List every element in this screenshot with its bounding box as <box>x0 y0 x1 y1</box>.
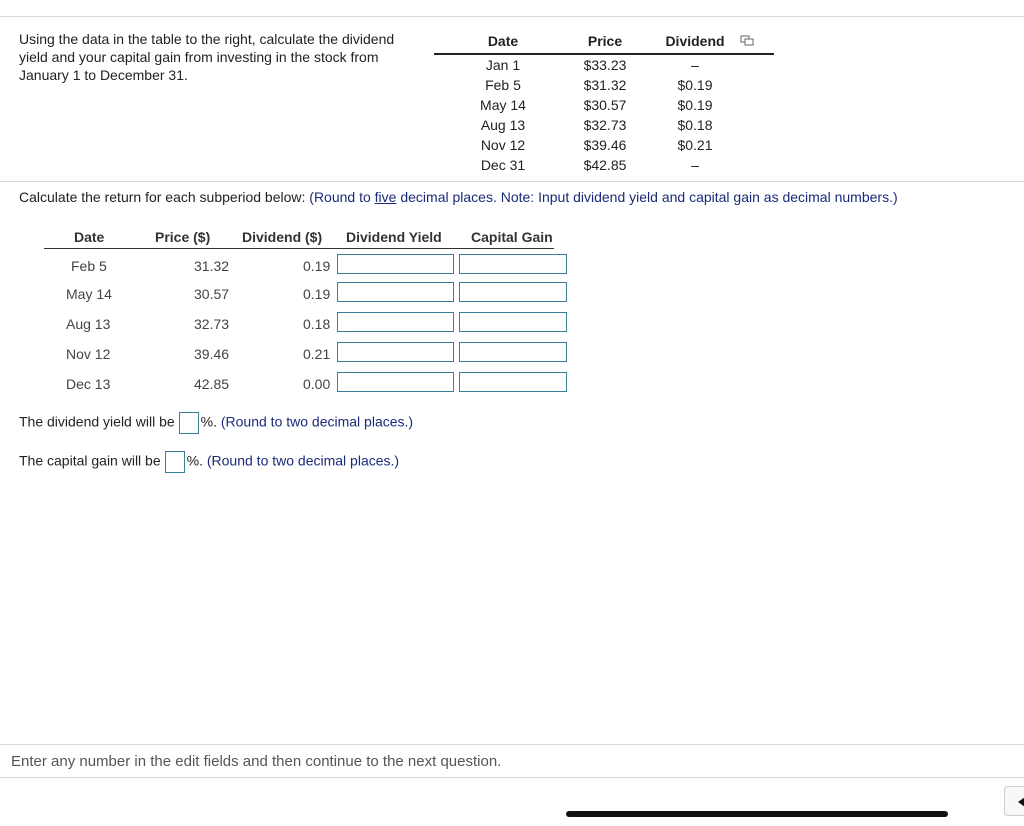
capital-gain-input[interactable] <box>459 372 567 392</box>
table-row <box>44 372 574 396</box>
header-date: Date <box>74 229 105 245</box>
stock-table-header <box>434 31 774 55</box>
header-price: Price <box>587 33 623 49</box>
row-price: 32.73 <box>194 316 230 332</box>
row-date: Dec 31 <box>480 157 526 173</box>
dividend-yield-input[interactable] <box>337 372 454 392</box>
capital-gain-answer-line <box>19 451 399 473</box>
row-price: 39.46 <box>194 346 230 362</box>
row-dividend: $0.19 <box>677 97 713 113</box>
row-dividend: $0.19 <box>677 77 713 93</box>
row-dividend: 0.00 <box>303 376 331 392</box>
capital-gain-prefix: The capital gain will be <box>19 452 161 469</box>
dividend-yield-input[interactable] <box>337 342 454 362</box>
footer-bottom-divider <box>0 777 1024 778</box>
row-date: Nov 12 <box>480 137 526 153</box>
dividend-yield-answer-line <box>19 412 413 434</box>
row-dividend: $0.21 <box>677 137 713 153</box>
table-row <box>434 55 774 75</box>
header-price: Price ($) <box>155 229 211 245</box>
table-row <box>434 135 774 155</box>
row-price: $39.46 <box>583 137 627 153</box>
dividend-yield-total-input[interactable] <box>179 412 199 434</box>
table-row <box>44 254 574 278</box>
row-date: Feb 5 <box>485 77 521 93</box>
table-row <box>434 95 774 115</box>
previous-button[interactable] <box>1004 786 1024 816</box>
row-dividend: 0.21 <box>303 346 331 362</box>
footer-instruction: Enter any number in the edit fields and then continue to the next question. <box>11 753 502 770</box>
table-row <box>44 282 574 306</box>
row-dividend: $0.18 <box>677 117 713 133</box>
row-dividend: – <box>691 157 699 173</box>
table-row <box>434 75 774 95</box>
table-row <box>434 155 774 175</box>
prompt-instr-a: (Round to <box>309 189 375 205</box>
instruction-prompt <box>19 189 898 205</box>
row-date: Dec 13 <box>66 376 111 392</box>
percent-suffix: %. <box>186 452 203 469</box>
table-row <box>44 312 574 336</box>
prompt-lead: Calculate the return for each subperiod below: <box>19 189 310 205</box>
percent-suffix: %. <box>200 413 217 430</box>
row-dividend: – <box>691 57 699 73</box>
header-dividend: Dividend ($) <box>242 229 323 245</box>
round-hint: (Round to two decimal places.) <box>220 413 414 430</box>
dividend-yield-prefix: The dividend yield will be <box>19 413 175 430</box>
prompt-instr-b: decimal places. Note: Input dividend yield and capital gain as decimal numbers.) <box>396 189 898 205</box>
row-price: $42.85 <box>583 157 627 173</box>
row-date: Jan 1 <box>485 57 521 73</box>
stock-data-table <box>434 31 774 175</box>
row-price: $30.57 <box>583 97 627 113</box>
row-price: $32.73 <box>583 117 627 133</box>
header-dividend: Dividend <box>665 33 725 49</box>
row-price: $31.32 <box>583 77 627 93</box>
header-dividend-yield: Dividend Yield <box>346 229 442 245</box>
section-divider <box>0 181 1024 182</box>
round-hint: (Round to two decimal places.) <box>206 452 400 469</box>
top-divider <box>0 16 1024 17</box>
row-price: 30.57 <box>194 286 230 302</box>
row-date: Feb 5 <box>71 258 107 274</box>
row-price: 31.32 <box>194 258 230 274</box>
capital-gain-input[interactable] <box>459 282 567 302</box>
dividend-yield-input[interactable] <box>337 254 454 274</box>
copy-table-icon[interactable] <box>740 35 754 47</box>
dividend-yield-input[interactable] <box>337 282 454 302</box>
row-price: 42.85 <box>194 376 230 392</box>
capital-gain-total-input[interactable] <box>165 451 185 473</box>
capital-gain-input[interactable] <box>459 312 567 332</box>
entry-table-header <box>44 228 554 249</box>
row-date: Aug 13 <box>66 316 111 332</box>
row-date: May 14 <box>66 286 112 302</box>
row-dividend: 0.19 <box>303 286 331 302</box>
prompt-instruction <box>309 189 897 205</box>
header-capital-gain: Capital Gain <box>471 229 553 245</box>
capital-gain-input[interactable] <box>459 342 567 362</box>
dividend-yield-input[interactable] <box>337 312 454 332</box>
footer-top-divider <box>0 744 1024 745</box>
row-date: Nov 12 <box>66 346 111 362</box>
horizontal-scrollbar[interactable] <box>566 811 948 817</box>
row-price: $33.23 <box>583 57 627 73</box>
row-dividend: 0.18 <box>303 316 331 332</box>
table-row <box>44 342 574 366</box>
prompt-underline: five <box>374 189 397 205</box>
return-entry-table <box>44 228 554 249</box>
header-date: Date <box>487 33 519 49</box>
row-date: Aug 13 <box>480 117 526 133</box>
table-row <box>434 115 774 135</box>
row-dividend: 0.19 <box>303 258 331 274</box>
row-date: May 14 <box>480 97 526 113</box>
capital-gain-input[interactable] <box>459 254 567 274</box>
question-text: Using the data in the table to the right, calculate the dividend yield and your capital gain from investing in the stock from January 1 to December 31. <box>19 31 395 83</box>
left-arrow-icon <box>1018 797 1024 807</box>
